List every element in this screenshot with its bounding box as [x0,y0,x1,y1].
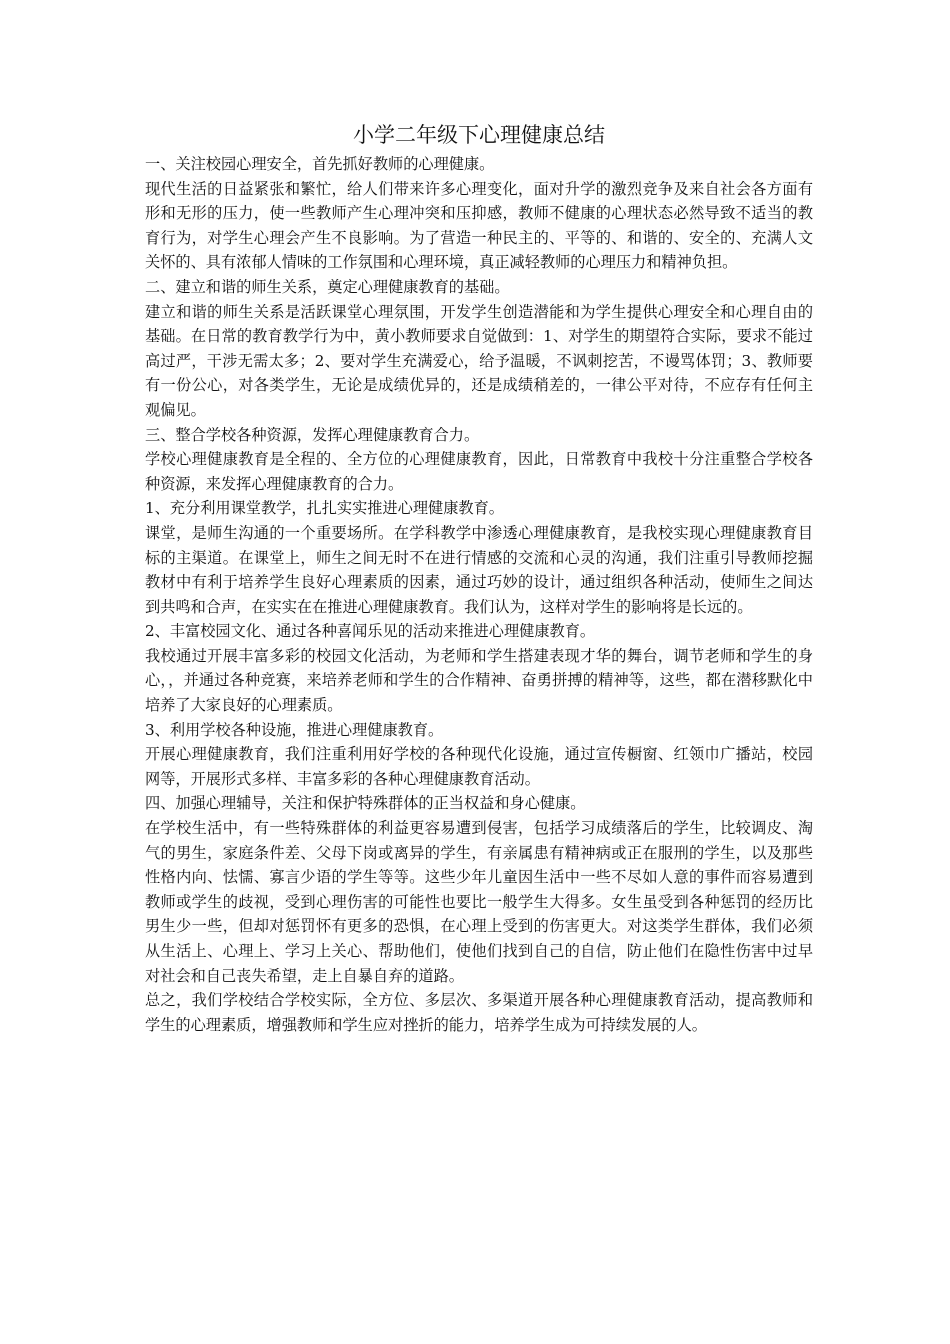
paragraph: 开展心理健康教育，我们注重利用好学校的各种现代化设施，通过宣传橱窗、红领巾广播站，校园网等，开展形式多样、丰富多彩的各种心理健康教育活动。 [145,745,813,788]
conclusion-paragraph: 总之，我们学校结合学校实际，全方位、多层次、多渠道开展各种心理健康教育活动，提高教师和学生的心理素质，增强教师和学生应对挫折的能力，培养学生成为可持续发展的人。 [145,991,813,1034]
paragraph: 学校心理健康教育是全程的、全方位的心理健康教育，因此，日常教育中我校十分注重整合学校各种资源，来发挥心理健康教育的合力。 [145,450,813,493]
document-title: 小学二年级下心理健康总结 [353,123,605,147]
document-body [145,120,813,1037]
paragraph: 建立和谐的师生关系是活跃课堂心理氛围，开发学生创造潜能和为学生提供心理安全和心理自由的基础。在日常的教育教学行为中，黄小教师要求自觉做到：1、对学生的期望符合实际，要求不能过高过严，干涉无需太多；2、要对学生充满爱心，给予温暖，不讽刺挖苦，不谩骂体罚；3、教师要有一份公心，对各类学生，无论是成绩优异的，还是成绩稍差的，一律公平对待，不应存有任何主观偏见。 [145,302,813,419]
heading-4: 四、加强心理辅导，关注和保护特殊群体的正当权益和身心健康。 [145,794,586,813]
subheading-1: 1、充分利用课堂教学，扎扎实实推进心理健康教育。 [145,499,504,518]
paragraph: 在学校生活中，有一些特殊群体的利益更容易遭到侵害，包括学习成绩落后的学生，比较调皮、淘气的男生，家庭条件差、父母下岗或离异的学生，有亲属患有精神病或正在服刑的学生，以及那些性格内向、怯懦、寡言少语的学生等等。这些少年儿童因生活中一些不尽如人意的事件而容易遭到教师或学生的歧视，受到心理伤害的可能性也要比一般学生大得多。女生虽受到各种惩罚的经历比男生少一些，但却对惩罚怀有更多的恐惧，在心理上受到的伤害更大。对这类学生群体，我们必须从生活上、心理上、学习上关心、帮助他们，使他们找到自己的自信，防止他们在隐性伤害中过早对社会和自己丧失希望，走上自暴自弃的道路。 [145,819,813,985]
subheading-2: 2、丰富校园文化、通过各种喜闻乐见的活动来推进心理健康教育。 [145,622,596,641]
paragraph: 我校通过开展丰富多彩的校园文化活动，为老师和学生搭建表现才华的舞台，调节老师和学生的身心，，并通过各种竞赛，来培养老师和学生的合作精神、奋勇拼搏的精神等，这些，都在潜移默化中培养了大家良好的心理素质。 [145,646,813,715]
paragraph: 现代生活的日益紧张和繁忙，给人们带来许多心理变化，面对升学的激烈竞争及来自社会各方面有形和无形的压力，使一些教师产生心理冲突和压抑感，教师不健康的心理状态必然导致不适当的教育行为，对学生心理会产生不良影响。为了营造一种民主的、平等的、和谐的、安全的、充满人文关怀的、具有浓郁人情味的工作氛围和心理环境，真正减轻教师的心理压力和精神负担。 [145,179,813,272]
heading-3: 三、整合学校各种资源，发挥心理健康教育合力。 [145,425,480,444]
paragraph: 课堂，是师生沟通的一个重要场所。在学科教学中渗透心理健康教育，是我校实现心理健康教育目标的主渠道。在课堂上，师生之间无时不在进行情感的交流和心灵的沟通，我们注重引导教师挖掘教材中有利于培养学生良好心理素质的因素，通过巧妙的设计，通过组织各种活动，使师生之间达到共鸣和合声，在实实在在推进心理健康教育。我们认为，这样对学生的影响将是长远的。 [145,523,813,616]
subheading-3: 3、利用学校各种设施，推进心理健康教育。 [145,720,444,739]
heading-2: 二、建立和谐的师生关系，奠定心理健康教育的基础。 [145,277,510,296]
heading-1: 一、关注校园心理安全，首先抓好教师的心理健康。 [145,155,495,173]
